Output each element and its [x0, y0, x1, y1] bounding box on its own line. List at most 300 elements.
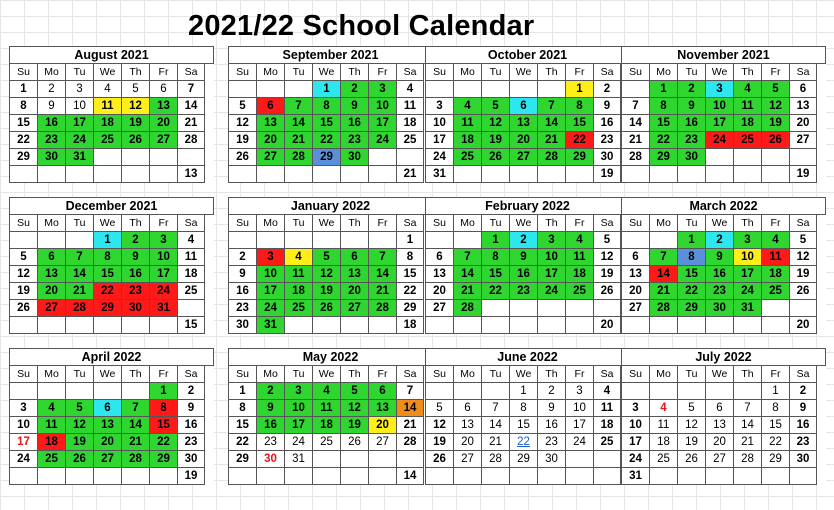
day-cell[interactable]: 16: [178, 417, 205, 434]
day-cell[interactable]: 24: [706, 132, 734, 149]
day-cell[interactable]: 29: [397, 300, 424, 317]
day-cell[interactable]: 19: [762, 115, 790, 132]
day-cell[interactable]: 25: [94, 132, 122, 149]
day-cell[interactable]: 17: [66, 115, 94, 132]
day-cell[interactable]: 5: [790, 232, 817, 249]
day-cell[interactable]: 13: [341, 266, 369, 283]
day-cell[interactable]: 30: [341, 149, 369, 166]
day-cell[interactable]: 10: [566, 400, 594, 417]
day-cell[interactable]: 8: [566, 98, 594, 115]
day-cell[interactable]: 22: [650, 132, 678, 149]
day-cell[interactable]: 26: [762, 132, 790, 149]
day-cell[interactable]: 15: [150, 417, 178, 434]
day-cell[interactable]: 6: [622, 249, 650, 266]
day-cell[interactable]: 28: [285, 149, 313, 166]
day-cell[interactable]: 24: [369, 132, 397, 149]
day-cell[interactable]: 7: [454, 249, 482, 266]
day-cell[interactable]: 5: [341, 383, 369, 400]
day-cell[interactable]: 23: [229, 300, 257, 317]
day-cell[interactable]: 14: [622, 115, 650, 132]
day-cell[interactable]: 15: [178, 317, 205, 334]
day-cell[interactable]: 28: [178, 132, 205, 149]
day-cell[interactable]: 8: [313, 98, 341, 115]
day-cell[interactable]: 12: [66, 417, 94, 434]
day-cell[interactable]: 10: [538, 249, 566, 266]
day-cell[interactable]: 11: [650, 417, 678, 434]
day-cell[interactable]: 27: [622, 300, 650, 317]
day-cell[interactable]: 7: [285, 98, 313, 115]
day-cell[interactable]: 17: [734, 266, 762, 283]
day-cell[interactable]: 26: [341, 434, 369, 451]
day-cell[interactable]: 10: [285, 400, 313, 417]
day-cell[interactable]: 25: [397, 132, 424, 149]
day-cell[interactable]: 30: [678, 149, 706, 166]
day-cell[interactable]: 10: [10, 417, 38, 434]
day-cell[interactable]: 21: [178, 115, 205, 132]
day-cell[interactable]: 5: [10, 249, 38, 266]
day-cell[interactable]: 18: [397, 115, 424, 132]
day-cell[interactable]: 19: [313, 283, 341, 300]
day-cell[interactable]: 26: [10, 300, 38, 317]
day-cell[interactable]: 26: [229, 149, 257, 166]
day-cell[interactable]: 17: [706, 115, 734, 132]
day-cell[interactable]: 31: [257, 317, 285, 334]
day-cell[interactable]: 3: [285, 383, 313, 400]
day-cell[interactable]: 30: [178, 451, 205, 468]
day-cell[interactable]: 20: [594, 317, 621, 334]
day-cell[interactable]: 23: [178, 434, 205, 451]
day-cell[interactable]: 2: [594, 81, 621, 98]
day-cell[interactable]: 18: [38, 434, 66, 451]
day-cell[interactable]: 24: [285, 434, 313, 451]
day-cell[interactable]: 25: [762, 283, 790, 300]
day-cell[interactable]: 12: [678, 417, 706, 434]
day-cell[interactable]: 16: [538, 417, 566, 434]
day-cell[interactable]: 12: [482, 115, 510, 132]
day-cell[interactable]: 25: [285, 300, 313, 317]
day-cell[interactable]: 14: [397, 400, 424, 417]
day-cell[interactable]: 9: [510, 249, 538, 266]
day-cell[interactable]: 8: [482, 249, 510, 266]
day-cell[interactable]: 18: [397, 317, 424, 334]
day-cell[interactable]: 1: [150, 383, 178, 400]
day-cell[interactable]: 20: [341, 283, 369, 300]
day-cell[interactable]: 3: [369, 81, 397, 98]
day-cell[interactable]: 17: [622, 434, 650, 451]
day-cell[interactable]: 28: [66, 300, 94, 317]
day-cell[interactable]: 1: [10, 81, 38, 98]
day-cell[interactable]: 18: [734, 115, 762, 132]
day-cell[interactable]: 18: [650, 434, 678, 451]
day-cell[interactable]: 14: [650, 266, 678, 283]
day-cell[interactable]: 31: [426, 166, 454, 183]
day-cell[interactable]: 16: [229, 283, 257, 300]
day-cell[interactable]: 2: [122, 232, 150, 249]
day-cell[interactable]: 19: [178, 468, 205, 485]
day-cell[interactable]: 10: [150, 249, 178, 266]
day-cell[interactable]: 4: [94, 81, 122, 98]
day-cell[interactable]: 23: [510, 283, 538, 300]
day-cell[interactable]: 16: [38, 115, 66, 132]
day-cell[interactable]: 6: [38, 249, 66, 266]
day-cell[interactable]: 11: [594, 400, 621, 417]
day-cell[interactable]: 17: [257, 283, 285, 300]
day-cell[interactable]: 27: [706, 451, 734, 468]
day-cell[interactable]: 11: [762, 249, 790, 266]
day-cell[interactable]: 3: [10, 400, 38, 417]
day-cell[interactable]: 9: [538, 400, 566, 417]
day-cell[interactable]: 6: [341, 249, 369, 266]
day-cell[interactable]: 2: [257, 383, 285, 400]
day-cell[interactable]: 16: [510, 266, 538, 283]
day-cell[interactable]: 3: [66, 81, 94, 98]
day-cell[interactable]: 22: [10, 132, 38, 149]
day-cell[interactable]: 24: [150, 283, 178, 300]
day-cell[interactable]: 4: [397, 81, 424, 98]
day-cell[interactable]: 9: [678, 98, 706, 115]
day-cell[interactable]: 21: [622, 132, 650, 149]
day-cell[interactable]: 16: [257, 417, 285, 434]
day-cell[interactable]: 19: [66, 434, 94, 451]
day-cell[interactable]: 24: [257, 300, 285, 317]
day-cell[interactable]: 12: [341, 400, 369, 417]
day-cell[interactable]: 12: [10, 266, 38, 283]
day-cell[interactable]: 29: [762, 451, 790, 468]
day-cell[interactable]: 13: [622, 266, 650, 283]
day-cell[interactable]: 31: [285, 451, 313, 468]
day-cell[interactable]: 21: [397, 417, 424, 434]
day-cell[interactable]: 9: [38, 98, 66, 115]
day-cell[interactable]: 28: [622, 149, 650, 166]
day-cell[interactable]: 29: [650, 149, 678, 166]
day-cell[interactable]: 21: [122, 434, 150, 451]
day-cell[interactable]: 22: [397, 283, 424, 300]
day-cell[interactable]: 12: [313, 266, 341, 283]
day-cell[interactable]: 26: [66, 451, 94, 468]
day-cell[interactable]: 22: [510, 434, 538, 451]
day-cell[interactable]: 21: [285, 132, 313, 149]
day-cell[interactable]: 20: [426, 283, 454, 300]
day-cell[interactable]: 14: [285, 115, 313, 132]
day-cell[interactable]: 1: [313, 81, 341, 98]
day-cell[interactable]: 4: [762, 232, 790, 249]
day-cell[interactable]: 9: [178, 400, 205, 417]
day-cell[interactable]: 2: [341, 81, 369, 98]
day-cell[interactable]: 16: [122, 266, 150, 283]
day-cell[interactable]: 19: [790, 166, 817, 183]
day-cell[interactable]: 30: [257, 451, 285, 468]
day-cell[interactable]: 10: [369, 98, 397, 115]
day-cell[interactable]: 16: [790, 417, 817, 434]
day-cell[interactable]: 6: [510, 98, 538, 115]
day-cell[interactable]: 9: [790, 400, 817, 417]
day-cell[interactable]: 14: [538, 115, 566, 132]
day-cell[interactable]: 21: [482, 434, 510, 451]
day-cell[interactable]: 26: [122, 132, 150, 149]
day-cell[interactable]: 1: [650, 81, 678, 98]
day-cell[interactable]: 15: [566, 115, 594, 132]
day-cell[interactable]: 20: [706, 434, 734, 451]
day-cell[interactable]: 16: [678, 115, 706, 132]
day-cell[interactable]: 29: [566, 149, 594, 166]
day-cell[interactable]: 11: [285, 266, 313, 283]
day-cell[interactable]: 15: [313, 115, 341, 132]
day-cell[interactable]: 21: [66, 283, 94, 300]
day-cell[interactable]: 28: [454, 300, 482, 317]
day-cell[interactable]: 8: [510, 400, 538, 417]
day-cell[interactable]: 19: [790, 266, 817, 283]
day-cell[interactable]: 17: [369, 115, 397, 132]
day-cell[interactable]: 18: [313, 417, 341, 434]
day-cell[interactable]: 2: [538, 383, 566, 400]
day-cell[interactable]: 20: [150, 115, 178, 132]
day-cell[interactable]: 25: [313, 434, 341, 451]
day-cell[interactable]: 19: [341, 417, 369, 434]
day-cell[interactable]: 4: [38, 400, 66, 417]
day-cell[interactable]: 21: [369, 283, 397, 300]
day-cell[interactable]: 23: [706, 283, 734, 300]
day-cell[interactable]: 26: [313, 300, 341, 317]
day-cell[interactable]: 18: [94, 115, 122, 132]
day-cell[interactable]: 18: [566, 266, 594, 283]
day-cell[interactable]: 4: [285, 249, 313, 266]
day-cell[interactable]: 27: [341, 300, 369, 317]
day-cell[interactable]: 11: [454, 115, 482, 132]
day-cell[interactable]: 5: [313, 249, 341, 266]
day-cell[interactable]: 23: [538, 434, 566, 451]
day-cell[interactable]: 13: [454, 417, 482, 434]
day-cell[interactable]: 5: [482, 98, 510, 115]
day-cell[interactable]: 1: [678, 232, 706, 249]
day-cell[interactable]: 30: [594, 149, 621, 166]
day-cell[interactable]: 22: [150, 434, 178, 451]
day-cell[interactable]: 26: [790, 283, 817, 300]
day-cell[interactable]: 21: [650, 283, 678, 300]
day-cell[interactable]: 29: [678, 300, 706, 317]
day-cell[interactable]: 7: [482, 400, 510, 417]
day-cell[interactable]: 9: [122, 249, 150, 266]
day-cell[interactable]: 24: [66, 132, 94, 149]
day-cell[interactable]: 7: [397, 383, 424, 400]
day-cell[interactable]: 23: [38, 132, 66, 149]
day-cell[interactable]: 17: [538, 266, 566, 283]
day-cell[interactable]: 7: [66, 249, 94, 266]
day-cell[interactable]: 2: [510, 232, 538, 249]
day-cell[interactable]: 19: [10, 283, 38, 300]
day-cell[interactable]: 24: [566, 434, 594, 451]
day-cell[interactable]: 29: [510, 451, 538, 468]
day-cell[interactable]: 19: [426, 434, 454, 451]
day-cell[interactable]: 6: [150, 81, 178, 98]
day-cell[interactable]: 28: [482, 451, 510, 468]
day-cell[interactable]: 10: [257, 266, 285, 283]
day-cell[interactable]: 7: [538, 98, 566, 115]
day-cell[interactable]: 24: [10, 451, 38, 468]
day-cell[interactable]: 5: [229, 98, 257, 115]
day-cell[interactable]: 7: [369, 249, 397, 266]
day-cell[interactable]: 13: [150, 98, 178, 115]
day-cell[interactable]: 25: [178, 283, 205, 300]
day-cell[interactable]: 26: [426, 451, 454, 468]
day-cell[interactable]: 14: [482, 417, 510, 434]
day-cell[interactable]: 26: [678, 451, 706, 468]
day-cell[interactable]: 4: [313, 383, 341, 400]
day-cell[interactable]: 12: [229, 115, 257, 132]
day-cell[interactable]: 25: [594, 434, 621, 451]
day-cell[interactable]: 14: [122, 417, 150, 434]
day-cell[interactable]: 16: [341, 115, 369, 132]
day-cell[interactable]: 5: [426, 400, 454, 417]
day-cell[interactable]: 3: [706, 81, 734, 98]
day-cell[interactable]: 4: [734, 81, 762, 98]
day-cell[interactable]: 15: [94, 266, 122, 283]
day-cell[interactable]: 11: [734, 98, 762, 115]
day-cell[interactable]: 20: [510, 132, 538, 149]
day-cell[interactable]: 22: [566, 132, 594, 149]
day-cell[interactable]: 5: [66, 400, 94, 417]
day-cell[interactable]: 14: [66, 266, 94, 283]
day-cell[interactable]: 12: [762, 98, 790, 115]
day-cell[interactable]: 14: [734, 417, 762, 434]
day-cell[interactable]: 11: [94, 98, 122, 115]
day-cell[interactable]: 17: [10, 434, 38, 451]
day-cell[interactable]: 11: [397, 98, 424, 115]
day-cell[interactable]: 23: [594, 132, 621, 149]
day-cell[interactable]: 10: [622, 417, 650, 434]
day-cell[interactable]: 26: [482, 149, 510, 166]
day-cell[interactable]: 20: [790, 317, 817, 334]
day-cell[interactable]: 25: [566, 283, 594, 300]
day-cell[interactable]: 12: [594, 249, 621, 266]
day-cell[interactable]: 17: [426, 132, 454, 149]
day-cell[interactable]: 10: [706, 98, 734, 115]
day-cell[interactable]: 2: [178, 383, 205, 400]
day-cell[interactable]: 30: [229, 317, 257, 334]
day-cell[interactable]: 3: [257, 249, 285, 266]
day-cell[interactable]: 30: [538, 451, 566, 468]
day-cell[interactable]: 2: [706, 232, 734, 249]
day-cell[interactable]: 3: [622, 400, 650, 417]
day-cell[interactable]: 23: [790, 434, 817, 451]
day-cell[interactable]: 8: [150, 400, 178, 417]
day-cell[interactable]: 12: [122, 98, 150, 115]
day-cell[interactable]: 6: [454, 400, 482, 417]
day-cell[interactable]: 18: [762, 266, 790, 283]
day-cell[interactable]: 9: [706, 249, 734, 266]
day-cell[interactable]: 4: [650, 400, 678, 417]
day-cell[interactable]: 9: [341, 98, 369, 115]
day-cell[interactable]: 15: [650, 115, 678, 132]
day-cell[interactable]: 5: [762, 81, 790, 98]
day-cell[interactable]: 22: [678, 283, 706, 300]
day-cell[interactable]: 21: [397, 166, 424, 183]
day-cell[interactable]: 20: [257, 132, 285, 149]
day-cell[interactable]: 12: [790, 249, 817, 266]
day-cell[interactable]: 15: [762, 417, 790, 434]
day-cell[interactable]: 13: [510, 115, 538, 132]
day-cell[interactable]: 14: [397, 468, 424, 485]
day-cell[interactable]: 22: [229, 434, 257, 451]
day-cell[interactable]: 2: [38, 81, 66, 98]
day-cell[interactable]: 19: [594, 266, 621, 283]
day-cell[interactable]: 17: [150, 266, 178, 283]
day-cell[interactable]: 7: [122, 400, 150, 417]
day-cell[interactable]: 13: [94, 417, 122, 434]
day-cell[interactable]: 4: [454, 98, 482, 115]
day-cell[interactable]: 1: [566, 81, 594, 98]
day-cell[interactable]: 13: [790, 98, 817, 115]
day-cell[interactable]: 19: [229, 132, 257, 149]
day-cell[interactable]: 25: [734, 132, 762, 149]
day-cell[interactable]: 13: [257, 115, 285, 132]
day-cell[interactable]: 29: [94, 300, 122, 317]
day-cell[interactable]: 29: [313, 149, 341, 166]
day-cell[interactable]: 14: [454, 266, 482, 283]
day-cell[interactable]: 14: [369, 266, 397, 283]
day-cell[interactable]: 29: [10, 149, 38, 166]
day-cell[interactable]: 6: [369, 383, 397, 400]
day-cell[interactable]: 28: [397, 434, 424, 451]
day-cell[interactable]: 27: [454, 451, 482, 468]
day-cell[interactable]: 6: [426, 249, 454, 266]
day-cell[interactable]: 5: [594, 232, 621, 249]
day-cell[interactable]: 2: [790, 383, 817, 400]
day-cell[interactable]: 3: [426, 98, 454, 115]
day-cell[interactable]: 9: [229, 266, 257, 283]
day-cell[interactable]: 4: [566, 232, 594, 249]
day-cell[interactable]: 11: [38, 417, 66, 434]
day-cell[interactable]: 8: [94, 249, 122, 266]
day-cell[interactable]: 28: [650, 300, 678, 317]
day-cell[interactable]: 22: [762, 434, 790, 451]
day-cell[interactable]: 15: [10, 115, 38, 132]
day-cell[interactable]: 6: [790, 81, 817, 98]
day-cell[interactable]: 29: [150, 451, 178, 468]
day-cell[interactable]: 31: [734, 300, 762, 317]
day-cell[interactable]: 25: [38, 451, 66, 468]
day-cell[interactable]: 5: [122, 81, 150, 98]
day-cell[interactable]: 12: [426, 417, 454, 434]
day-cell[interactable]: 31: [622, 468, 650, 485]
day-cell[interactable]: 13: [38, 266, 66, 283]
day-cell[interactable]: 28: [122, 451, 150, 468]
day-cell[interactable]: 4: [178, 232, 205, 249]
day-cell[interactable]: 19: [678, 434, 706, 451]
day-cell[interactable]: 25: [454, 149, 482, 166]
day-cell[interactable]: 13: [178, 166, 205, 183]
day-cell[interactable]: 27: [790, 132, 817, 149]
day-cell[interactable]: 8: [762, 400, 790, 417]
day-cell[interactable]: 20: [622, 283, 650, 300]
day-cell[interactable]: 8: [678, 249, 706, 266]
day-cell[interactable]: 30: [122, 300, 150, 317]
day-cell[interactable]: 8: [229, 400, 257, 417]
day-cell[interactable]: 27: [369, 434, 397, 451]
day-cell[interactable]: 4: [594, 383, 621, 400]
day-cell[interactable]: 6: [94, 400, 122, 417]
day-cell[interactable]: 24: [734, 283, 762, 300]
day-cell[interactable]: 13: [426, 266, 454, 283]
day-cell[interactable]: 1: [510, 383, 538, 400]
day-cell[interactable]: 15: [678, 266, 706, 283]
day-cell[interactable]: 20: [454, 434, 482, 451]
day-cell[interactable]: 2: [229, 249, 257, 266]
day-cell[interactable]: 13: [369, 400, 397, 417]
day-cell[interactable]: 28: [369, 300, 397, 317]
day-cell[interactable]: 10: [734, 249, 762, 266]
day-cell[interactable]: 2: [678, 81, 706, 98]
day-cell[interactable]: 15: [482, 266, 510, 283]
